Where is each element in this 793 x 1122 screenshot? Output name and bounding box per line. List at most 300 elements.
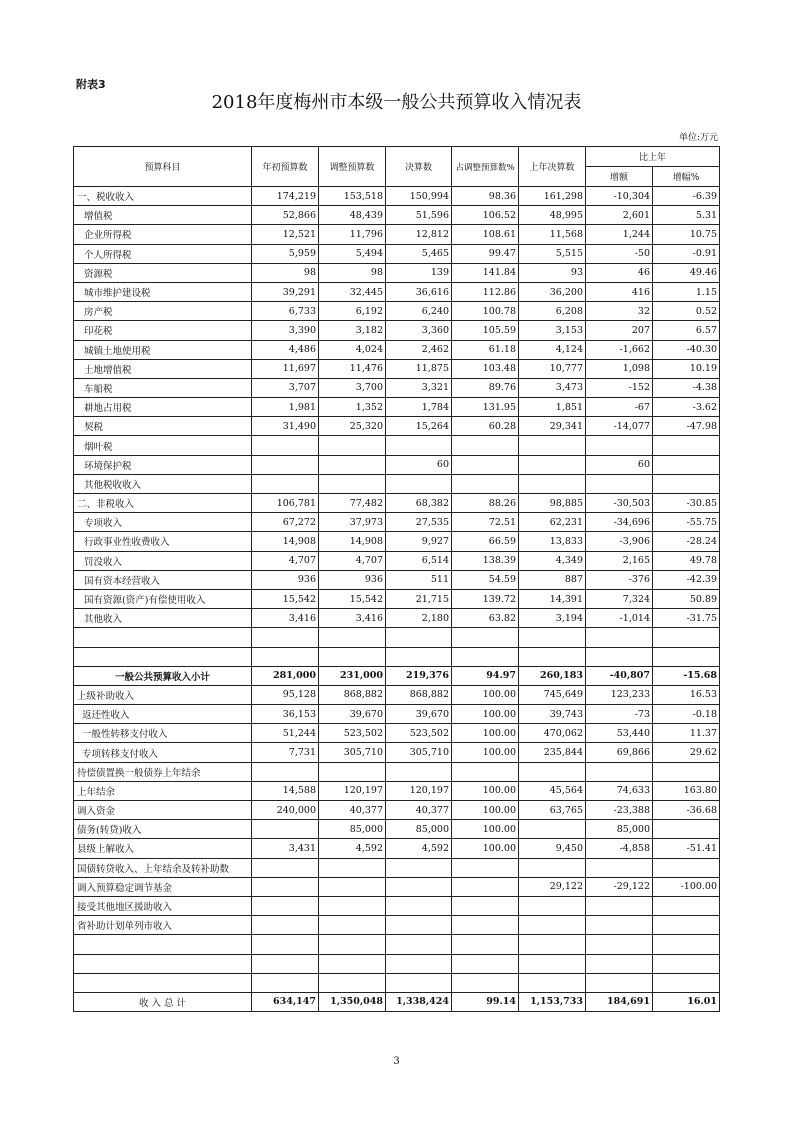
cell-value xyxy=(319,877,386,896)
cell-value xyxy=(386,935,452,954)
row-label: 房产税 xyxy=(74,302,252,321)
cell-value xyxy=(519,954,586,973)
cell-value: 100.00 xyxy=(452,839,519,858)
cell-value: -4,858 xyxy=(586,839,653,858)
revenue-table xyxy=(73,146,720,1012)
row-label: 印花税 xyxy=(74,321,252,340)
row-label: 返还性收入 xyxy=(74,705,252,724)
row-label: 罚没收入 xyxy=(74,551,252,570)
table-row xyxy=(74,724,720,743)
cell-value: 305,710 xyxy=(386,743,452,762)
cell-value xyxy=(519,935,586,954)
cell-value: 4,024 xyxy=(319,340,386,359)
cell-value: 67,272 xyxy=(252,513,319,532)
cell-value: 219,376 xyxy=(386,666,452,685)
cell-value xyxy=(319,858,386,877)
cell-value xyxy=(386,973,452,992)
cell-value: 3,360 xyxy=(386,321,452,340)
cell-value: 4,349 xyxy=(519,551,586,570)
cell-value: 9,927 xyxy=(386,532,452,551)
cell-value: 6,192 xyxy=(319,302,386,321)
cell-value: 235,844 xyxy=(519,743,586,762)
cell-value xyxy=(386,647,452,666)
cell-value: 62,231 xyxy=(519,513,586,532)
cell-value: 868,882 xyxy=(386,685,452,704)
cell-value: 260,183 xyxy=(519,666,586,685)
cell-value: 36,153 xyxy=(252,705,319,724)
cell-value: -42.39 xyxy=(653,570,720,589)
cell-value xyxy=(452,474,519,493)
table-body xyxy=(74,187,720,1012)
cell-value xyxy=(519,820,586,839)
cell-value: 54.59 xyxy=(452,570,519,589)
cell-value: 1.15 xyxy=(653,282,720,301)
cell-value xyxy=(252,455,319,474)
cell-value xyxy=(386,474,452,493)
cell-value: 184,691 xyxy=(586,992,653,1011)
cell-value: 15,542 xyxy=(319,589,386,608)
cell-value: 4,486 xyxy=(252,340,319,359)
cell-value xyxy=(319,436,386,455)
cell-value xyxy=(653,474,720,493)
cell-value: 13,833 xyxy=(519,532,586,551)
cell-value: 61.18 xyxy=(452,340,519,359)
cell-value: 51,596 xyxy=(386,206,452,225)
cell-value xyxy=(653,954,720,973)
row-label: 城市维护建设税 xyxy=(74,282,252,301)
table-row xyxy=(74,436,720,455)
cell-value xyxy=(386,858,452,877)
cell-value: 141.84 xyxy=(452,263,519,282)
cell-value: 131.95 xyxy=(452,398,519,417)
cell-value: 523,502 xyxy=(386,724,452,743)
cell-value xyxy=(386,762,452,781)
cell-value: -0.18 xyxy=(653,705,720,724)
cell-value: 1,352 xyxy=(319,398,386,417)
cell-value: 40,377 xyxy=(319,801,386,820)
cell-value: 14,908 xyxy=(252,532,319,551)
cell-value: -0.91 xyxy=(653,244,720,263)
cell-value: 100.00 xyxy=(452,781,519,800)
cell-value: 15,264 xyxy=(386,417,452,436)
table-row xyxy=(74,685,720,704)
cell-value xyxy=(519,896,586,915)
cell-value: -67 xyxy=(586,398,653,417)
cell-value: 11,796 xyxy=(319,225,386,244)
cell-value xyxy=(519,628,586,647)
cell-value: 868,882 xyxy=(319,685,386,704)
cell-value: 2,462 xyxy=(386,340,452,359)
header-subject: 预算科目 xyxy=(74,147,252,187)
cell-value: 40,377 xyxy=(386,801,452,820)
cell-value: 3,707 xyxy=(252,378,319,397)
cell-value: 6,733 xyxy=(252,302,319,321)
cell-value: 52,866 xyxy=(252,206,319,225)
cell-value: 1,851 xyxy=(519,398,586,417)
cell-value xyxy=(519,762,586,781)
table-row xyxy=(74,551,720,570)
cell-value: -73 xyxy=(586,705,653,724)
cell-value xyxy=(319,954,386,973)
cell-value: 3,182 xyxy=(319,321,386,340)
cell-value: 416 xyxy=(586,282,653,301)
cell-value: 85,000 xyxy=(319,820,386,839)
cell-value: -23,388 xyxy=(586,801,653,820)
cell-value: 32 xyxy=(586,302,653,321)
cell-value xyxy=(452,877,519,896)
cell-value xyxy=(653,647,720,666)
cell-value: 139.72 xyxy=(452,589,519,608)
header-vs-prev-year: 比上年 xyxy=(586,147,720,167)
cell-value xyxy=(386,877,452,896)
row-label: 上年结余 xyxy=(74,781,252,800)
cell-value: 4,592 xyxy=(319,839,386,858)
cell-value xyxy=(319,935,386,954)
row-label: 专项转移支付收入 xyxy=(74,743,252,762)
cell-value: 36,616 xyxy=(386,282,452,301)
cell-value: 3,473 xyxy=(519,378,586,397)
row-label: 收 入 总 计 xyxy=(74,992,252,1011)
cell-value: 231,000 xyxy=(319,666,386,685)
cell-value: 2,165 xyxy=(586,551,653,570)
cell-value xyxy=(653,762,720,781)
table-row xyxy=(74,877,720,896)
table-row xyxy=(74,340,720,359)
row-label xyxy=(74,973,252,992)
cell-value: 49.46 xyxy=(653,263,720,282)
cell-value: -4.38 xyxy=(653,378,720,397)
cell-value: 39,670 xyxy=(386,705,452,724)
cell-value: 53,440 xyxy=(586,724,653,743)
cell-value: 11,875 xyxy=(386,359,452,378)
row-label: 专项收入 xyxy=(74,513,252,532)
cell-value: 9,450 xyxy=(519,839,586,858)
cell-value xyxy=(252,935,319,954)
cell-value xyxy=(653,858,720,877)
table-row xyxy=(74,858,720,877)
cell-value: 98,885 xyxy=(519,494,586,513)
cell-value: 5,515 xyxy=(519,244,586,263)
cell-value xyxy=(386,436,452,455)
cell-value: 138.39 xyxy=(452,551,519,570)
row-label: 一、税收收入 xyxy=(74,187,252,206)
cell-value: 1,244 xyxy=(586,225,653,244)
cell-value: 50.89 xyxy=(653,589,720,608)
row-label: 二、非税收入 xyxy=(74,494,252,513)
cell-value xyxy=(653,935,720,954)
cell-value: 100.00 xyxy=(452,820,519,839)
cell-value xyxy=(452,628,519,647)
cell-value xyxy=(319,762,386,781)
cell-value: 94.97 xyxy=(452,666,519,685)
cell-value: 12,812 xyxy=(386,225,452,244)
table-row xyxy=(74,282,720,301)
cell-value: 100.00 xyxy=(452,743,519,762)
cell-value: 207 xyxy=(586,321,653,340)
cell-value: 5,959 xyxy=(252,244,319,263)
cell-value xyxy=(252,628,319,647)
cell-value: 21,715 xyxy=(386,589,452,608)
header-increase-pct: 增幅% xyxy=(653,167,720,187)
cell-value: 63.82 xyxy=(452,609,519,628)
table-row xyxy=(74,781,720,800)
cell-value: 88.26 xyxy=(452,494,519,513)
row-label: 国债转贷收入、上年结余及转补助数 xyxy=(74,858,252,877)
cell-value: 16.53 xyxy=(653,685,720,704)
cell-value: 4,124 xyxy=(519,340,586,359)
cell-value xyxy=(519,474,586,493)
cell-value xyxy=(653,820,720,839)
cell-value: 106,781 xyxy=(252,494,319,513)
cell-value: 1,153,733 xyxy=(519,992,586,1011)
cell-value xyxy=(586,762,653,781)
cell-value: 69,866 xyxy=(586,743,653,762)
table-row xyxy=(74,839,720,858)
cell-value: 745,649 xyxy=(519,685,586,704)
cell-value: 108.61 xyxy=(452,225,519,244)
cell-value xyxy=(319,916,386,935)
cell-value: 60.28 xyxy=(452,417,519,436)
table-row xyxy=(74,992,720,1011)
table-row xyxy=(74,302,720,321)
cell-value xyxy=(452,916,519,935)
cell-value xyxy=(319,973,386,992)
cell-value: 4,707 xyxy=(319,551,386,570)
cell-value: 85,000 xyxy=(386,820,452,839)
cell-value xyxy=(252,973,319,992)
cell-value: 240,000 xyxy=(252,801,319,820)
cell-value xyxy=(319,628,386,647)
row-label: 土地增值税 xyxy=(74,359,252,378)
cell-value xyxy=(386,954,452,973)
cell-value: 98.36 xyxy=(452,187,519,206)
cell-value: 3,431 xyxy=(252,839,319,858)
cell-value: -29,122 xyxy=(586,877,653,896)
row-label xyxy=(74,647,252,666)
cell-value: -100.00 xyxy=(653,877,720,896)
cell-value: 98 xyxy=(319,263,386,282)
table-row xyxy=(74,494,720,513)
cell-value xyxy=(586,474,653,493)
cell-value xyxy=(252,916,319,935)
table-row xyxy=(74,666,720,685)
cell-value: -30,503 xyxy=(586,494,653,513)
cell-value xyxy=(319,896,386,915)
page-number: 3 xyxy=(393,1056,400,1067)
cell-value: 11,697 xyxy=(252,359,319,378)
cell-value: 5,494 xyxy=(319,244,386,263)
cell-value xyxy=(452,647,519,666)
row-label: 环境保护税 xyxy=(74,455,252,474)
cell-value: 3,416 xyxy=(319,609,386,628)
cell-value xyxy=(452,762,519,781)
cell-value: 120,197 xyxy=(319,781,386,800)
table-row xyxy=(74,896,720,915)
cell-value: 12,521 xyxy=(252,225,319,244)
cell-value xyxy=(586,628,653,647)
cell-value xyxy=(452,973,519,992)
row-label: 契税 xyxy=(74,417,252,436)
table-row xyxy=(74,743,720,762)
cell-value: 31,490 xyxy=(252,417,319,436)
cell-value: 3,153 xyxy=(519,321,586,340)
cell-value: 72.51 xyxy=(452,513,519,532)
cell-value xyxy=(653,455,720,474)
cell-value xyxy=(252,877,319,896)
cell-value: 95,128 xyxy=(252,685,319,704)
cell-value: 103.48 xyxy=(452,359,519,378)
row-label: 一般性转移支付收入 xyxy=(74,724,252,743)
table-row xyxy=(74,973,720,992)
cell-value xyxy=(653,916,720,935)
cell-value: 37,973 xyxy=(319,513,386,532)
cell-value: 936 xyxy=(319,570,386,589)
row-label: 省补助计划单列市收入 xyxy=(74,916,252,935)
cell-value: 15,542 xyxy=(252,589,319,608)
row-label: 国有资本经营收入 xyxy=(74,570,252,589)
row-label: 上级补助收入 xyxy=(74,685,252,704)
cell-value xyxy=(519,647,586,666)
cell-value: 14,588 xyxy=(252,781,319,800)
cell-value: 3,700 xyxy=(319,378,386,397)
cell-value: 98 xyxy=(252,263,319,282)
table-row xyxy=(74,263,720,282)
cell-value: 1,784 xyxy=(386,398,452,417)
cell-value: 5,465 xyxy=(386,244,452,263)
cell-value: 49.78 xyxy=(653,551,720,570)
cell-value xyxy=(519,916,586,935)
cell-value: 29,122 xyxy=(519,877,586,896)
cell-value xyxy=(386,628,452,647)
cell-value: 63,765 xyxy=(519,801,586,820)
cell-value xyxy=(586,954,653,973)
cell-value: 14,391 xyxy=(519,589,586,608)
table-row xyxy=(74,417,720,436)
cell-value: 120,197 xyxy=(386,781,452,800)
header-initial-budget: 年初预算数 xyxy=(252,147,319,187)
cell-value xyxy=(586,973,653,992)
row-label: 耕地占用税 xyxy=(74,398,252,417)
cell-value: 174,219 xyxy=(252,187,319,206)
cell-value xyxy=(586,935,653,954)
table-row xyxy=(74,474,720,493)
cell-value: 14,908 xyxy=(319,532,386,551)
row-label: 个人所得税 xyxy=(74,244,252,263)
cell-value xyxy=(252,647,319,666)
cell-value: 11.37 xyxy=(653,724,720,743)
cell-value xyxy=(519,973,586,992)
cell-value: -152 xyxy=(586,378,653,397)
cell-value: 100.78 xyxy=(452,302,519,321)
cell-value: 39,743 xyxy=(519,705,586,724)
cell-value xyxy=(519,455,586,474)
cell-value: -28.24 xyxy=(653,532,720,551)
cell-value: 39,291 xyxy=(252,282,319,301)
row-label: 其他税收收入 xyxy=(74,474,252,493)
cell-value: 6,208 xyxy=(519,302,586,321)
cell-value: 100.00 xyxy=(452,801,519,820)
cell-value: 112.86 xyxy=(452,282,519,301)
cell-value xyxy=(252,436,319,455)
cell-value xyxy=(252,474,319,493)
cell-value xyxy=(319,647,386,666)
cell-value: 3,321 xyxy=(386,378,452,397)
table-row xyxy=(74,916,720,935)
table-row xyxy=(74,398,720,417)
cell-value: 511 xyxy=(386,570,452,589)
cell-value: 100.00 xyxy=(452,705,519,724)
table-row xyxy=(74,935,720,954)
row-label: 县级上解收入 xyxy=(74,839,252,858)
cell-value: -50 xyxy=(586,244,653,263)
cell-value xyxy=(452,858,519,877)
cell-value: -10,304 xyxy=(586,187,653,206)
table-row xyxy=(74,321,720,340)
cell-value: -376 xyxy=(586,570,653,589)
row-label: 烟叶税 xyxy=(74,436,252,455)
unit-label: 单位:万元 xyxy=(678,133,718,143)
cell-value: 305,710 xyxy=(319,743,386,762)
cell-value: 29,341 xyxy=(519,417,586,436)
cell-value: 48,995 xyxy=(519,206,586,225)
cell-value xyxy=(452,896,519,915)
cell-value xyxy=(452,954,519,973)
table-row xyxy=(74,570,720,589)
header-final-accounts: 决算数 xyxy=(386,147,452,187)
cell-value: 100.00 xyxy=(452,724,519,743)
cell-value xyxy=(653,628,720,647)
cell-value: 16.01 xyxy=(653,992,720,1011)
cell-value xyxy=(252,896,319,915)
table-row xyxy=(74,455,720,474)
cell-value: -34,696 xyxy=(586,513,653,532)
cell-value: -30.85 xyxy=(653,494,720,513)
cell-value: 48,439 xyxy=(319,206,386,225)
cell-value: 93 xyxy=(519,263,586,282)
header-prev-year-final: 上年决算数 xyxy=(519,147,586,187)
table-row xyxy=(74,378,720,397)
cell-value: 74,633 xyxy=(586,781,653,800)
cell-value: 27,535 xyxy=(386,513,452,532)
cell-value xyxy=(452,935,519,954)
cell-value xyxy=(386,916,452,935)
cell-value: 2,180 xyxy=(386,609,452,628)
cell-value xyxy=(653,973,720,992)
cell-value: 77,482 xyxy=(319,494,386,513)
cell-value: 46 xyxy=(586,263,653,282)
cell-value xyxy=(519,858,586,877)
cell-value: 60 xyxy=(386,455,452,474)
cell-value: 123,233 xyxy=(586,685,653,704)
cell-value xyxy=(586,858,653,877)
cell-value: 68,382 xyxy=(386,494,452,513)
cell-value: 6,240 xyxy=(386,302,452,321)
cell-value: -15.68 xyxy=(653,666,720,685)
cell-value: 153,518 xyxy=(319,187,386,206)
row-label: 增值税 xyxy=(74,206,252,225)
cell-value: -1,662 xyxy=(586,340,653,359)
cell-value: -3,906 xyxy=(586,532,653,551)
header-pct-of-adjusted: 占调整预算数% xyxy=(452,147,519,187)
cell-value: 887 xyxy=(519,570,586,589)
cell-value xyxy=(452,455,519,474)
cell-value: 1,350,048 xyxy=(319,992,386,1011)
cell-value xyxy=(586,896,653,915)
row-label: 调入预算稳定调节基金 xyxy=(74,877,252,896)
cell-value: 7,731 xyxy=(252,743,319,762)
row-label: 企业所得税 xyxy=(74,225,252,244)
cell-value: 85,000 xyxy=(586,820,653,839)
